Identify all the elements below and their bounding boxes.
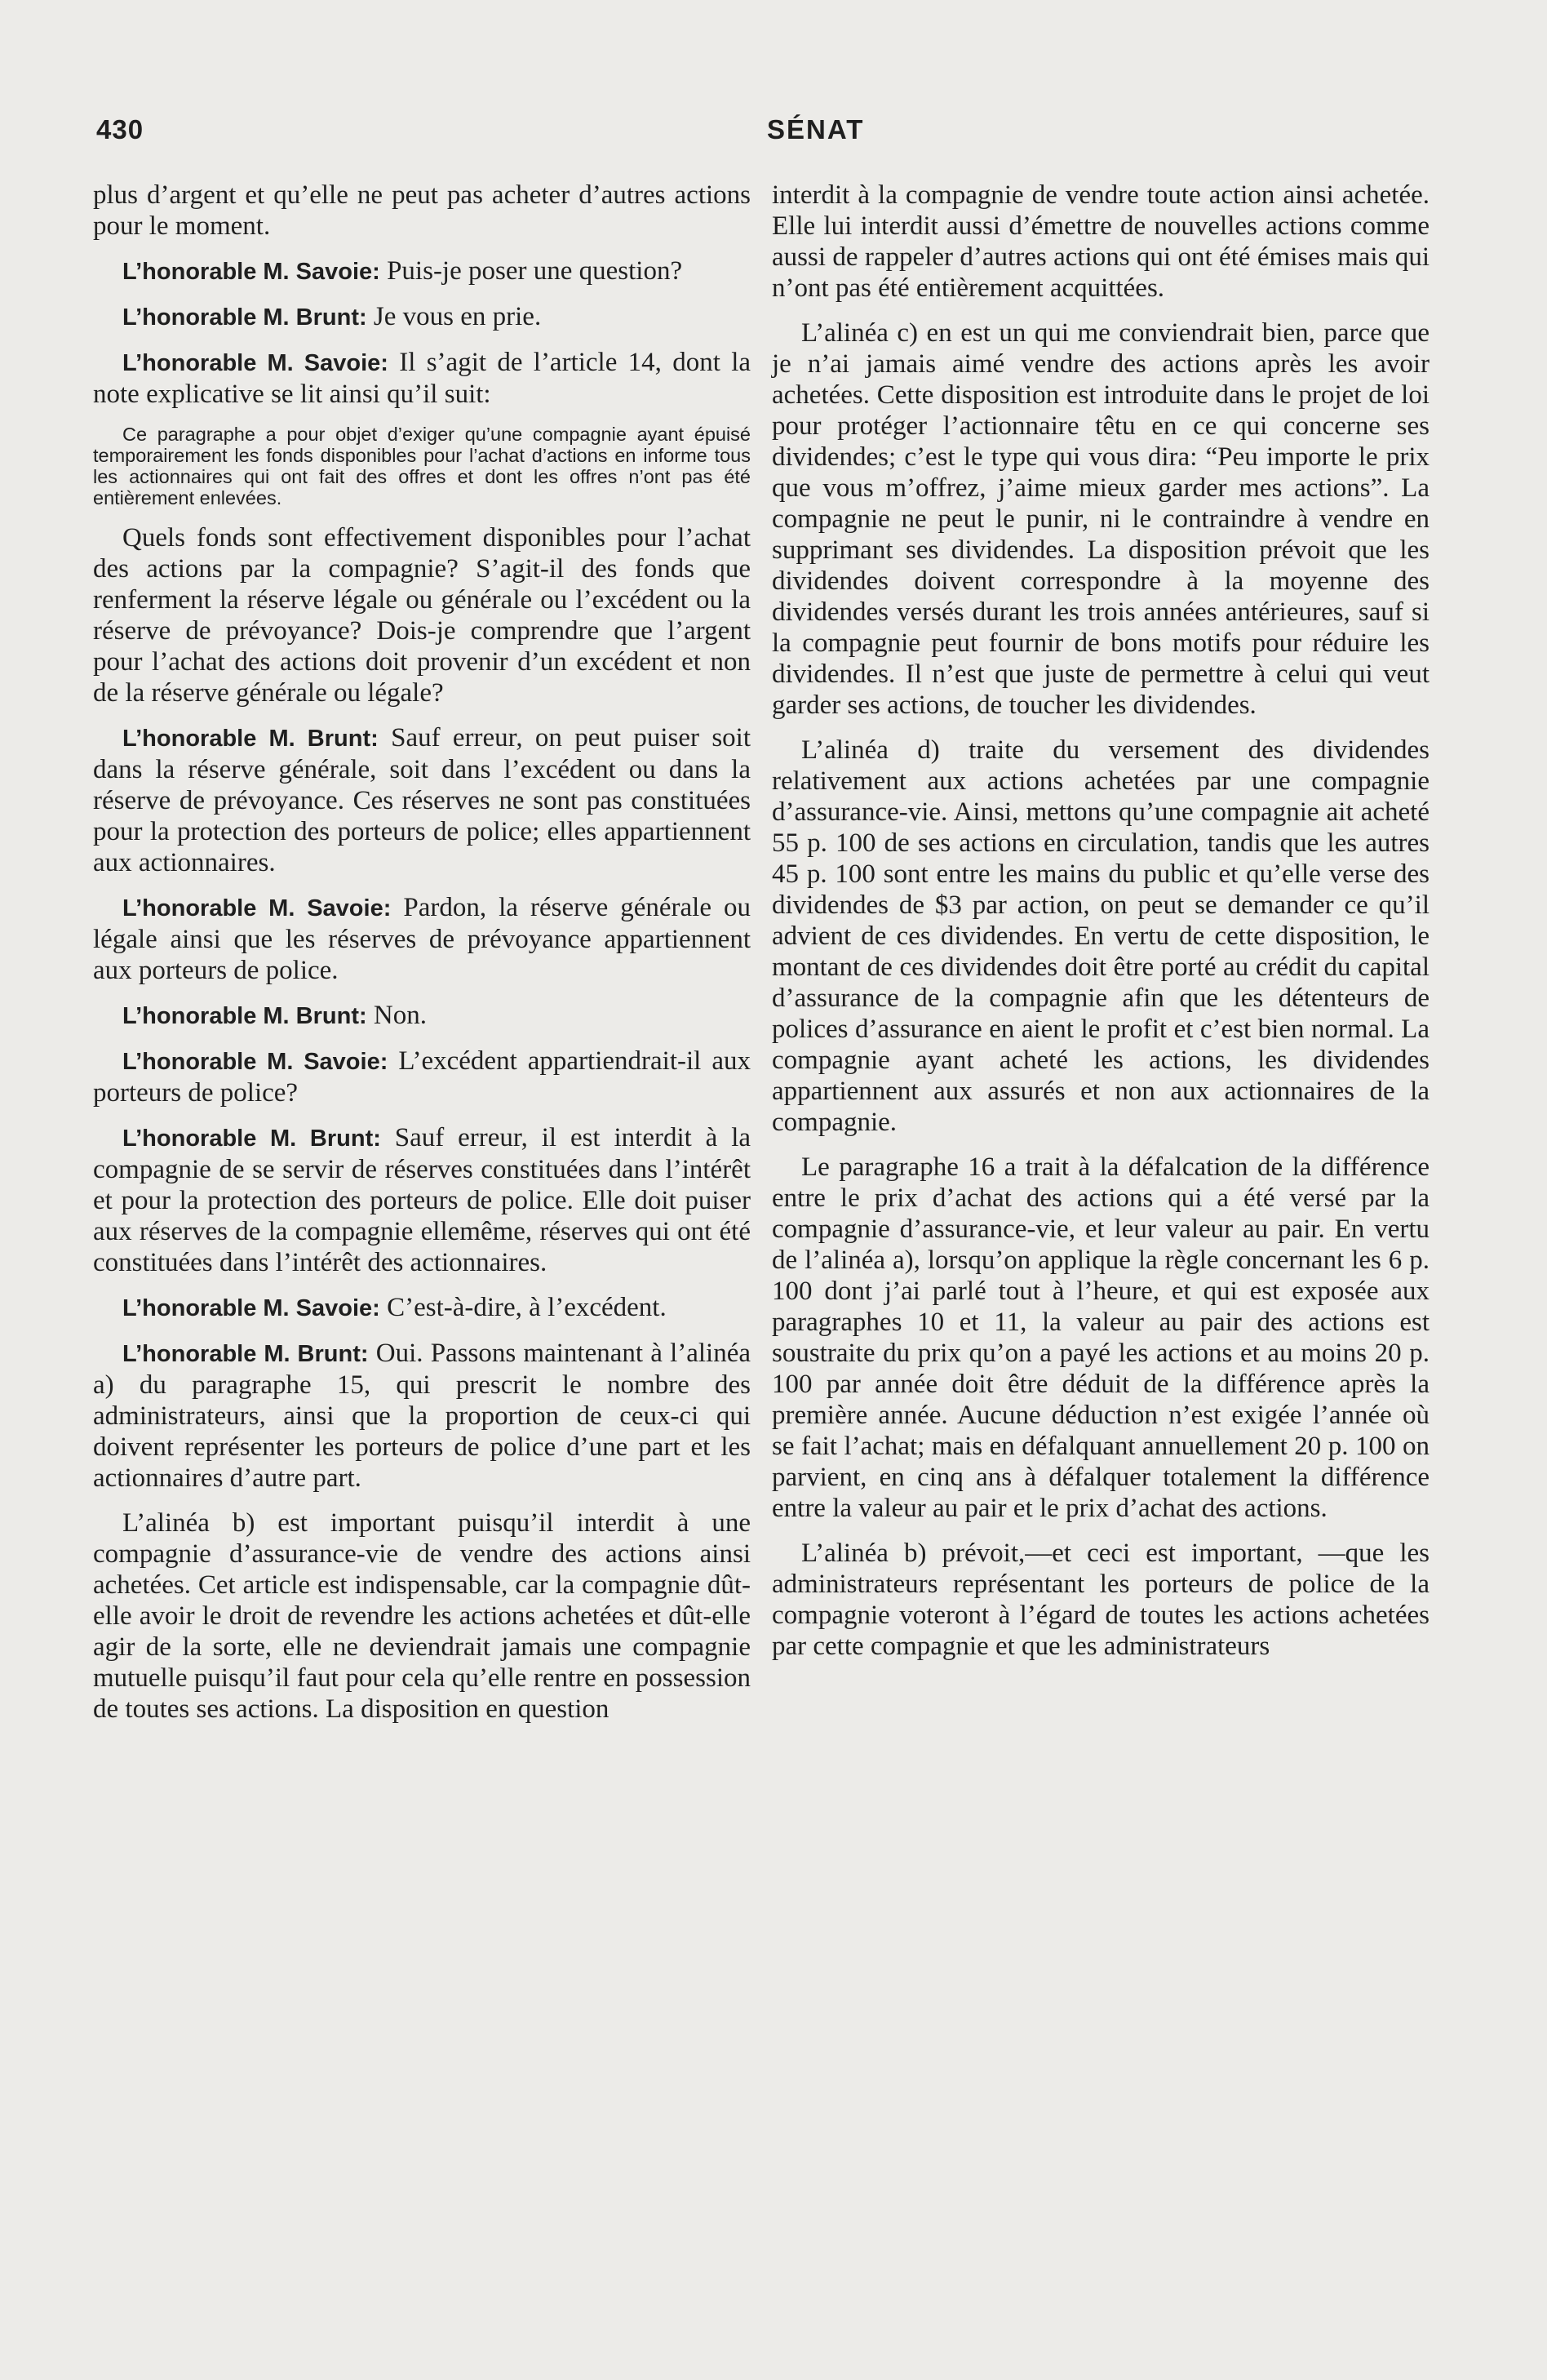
paragraph-text: Sauf erreur, on peut puiser soit dans la réserve générale, soit dans l’excédent ou dans la réserve de prévoyance. Ces réserves ne sont pas constituées pour la protection des porteurs de police; elles appartiennent aux actionnaires. <box>93 723 751 877</box>
speaker-name: L’honorable M. Savoie: <box>122 1049 388 1075</box>
speech-paragraph <box>93 1122 751 1278</box>
speech-paragraph <box>93 301 751 333</box>
paragraph <box>772 1538 1430 1662</box>
paragraph-text: Non. <box>373 1001 427 1030</box>
speaker-name: L’honorable M. Savoie: <box>122 1295 380 1321</box>
speech-paragraph <box>93 1292 751 1324</box>
page-header <box>0 114 1547 155</box>
speaker-name: L’honorable M. Savoie: <box>122 895 392 921</box>
paragraph <box>93 1507 751 1725</box>
paragraph-text: plus d’argent et qu’elle ne peut pas acheter d’autres actions pour le moment. <box>93 180 751 241</box>
paragraph-text: interdit à la compagnie de vendre toute action ainsi achetée. Elle lui interdit aussi d’émettre de nouvelles actions comme aussi de rappeler d’autres actions qui ont été émises mais qui n’ont pas été entièrement acquittées. <box>772 180 1430 303</box>
left-column <box>93 180 751 1738</box>
paragraph <box>772 317 1430 721</box>
speaker-name: L’honorable M. Brunt: <box>122 1126 381 1152</box>
paragraph-text: L’alinéa b) est important puisqu’il interdit à une compagnie d’assurance-vie de vendre des actions ainsi achetées. Cet article est indispensable, car la compagnie dût-elle avoir le droit de revendre les actions achetées et dût-elle agir de la sorte, elle ne deviendrait jamais une compagnie mutuelle puisqu’il faut pour cela qu’elle rentre en possession de toutes ses actions. La disposition en question <box>93 1508 751 1724</box>
paragraph-text: L’alinéa b) prévoit,—et ceci est important, —que les administrateurs représentant les porteurs de police de la compagnie voteront à l’égard de toutes les actions achetées par cette compagnie et que les administrateurs <box>772 1539 1430 1661</box>
speech-paragraph <box>93 892 751 986</box>
paragraph <box>93 180 751 242</box>
paragraph <box>772 180 1430 304</box>
paragraph <box>93 522 751 708</box>
speaker-name: L’honorable M. Brunt: <box>122 304 367 331</box>
paragraph-text: Sauf erreur, il est interdit à la compagnie de se servir de réserves constituées dans l’intérêt et pour la protection des porteurs de police. Elle doit puiser aux réserves de la compagnie ellemême, réserves qui ont été constituées dans l’intérêt des actionnaires. <box>93 1123 751 1277</box>
paragraph-text: Il s’agit de l’article 14, dont la note explicative se lit ainsi qu’il suit: <box>93 348 751 409</box>
speech-paragraph <box>93 255 751 287</box>
paragraph-text: L’alinéa d) traite du versement des dividendes relativement aux actions achetées par une compagnie d’assurance-vie. Ainsi, mettons qu’une compagnie ait acheté 55 p. 100 de ses actions en circulation, tandis que les autres 45 p. 100 sont entre les mains du public et qu’elle verse des dividendes de $3 par action, on peut se demander ce qu’il advient de ces dividendes. En vertu de cette disposition, le montant de ces dividendes doit être porté au crédit du capital d’assurance de la compagnie afin que les détenteurs de polices d’assurance en aient le profit et c’est bien normal. La compagnie ayant acheté les actions, les dividendes appartiennent aux assurés et non aux actionnaires de la compagnie. <box>772 735 1430 1137</box>
paragraph-text: Quels fonds sont effectivement disponibles pour l’achat des actions par la compagnie? S’agit-il des fonds que renferment la réserve légale ou générale ou l’excédent ou la réserve de prévoyance? Dois-je comprendre que l’argent pour l’achat des actions doit provenir d’un excédent et non de la réserve générale ou légale? <box>93 523 751 708</box>
right-column <box>772 180 1430 1676</box>
paragraph-text: Le paragraphe 16 a trait à la défalcation de la différence entre le prix d’achat des actions qui a été versé par la compagnie d’assurance-vie, et leur valeur au pair. En vertu de l’alinéa a), lorsqu’on applique la règle concernant les 6 p. 100 dont j’ai parlé tout à l’heure, et qui est exposée aux paragraphes 10 et 11, la valeur au pair des actions est soustraite du prix qu’on a payé les actions et au moins 20 p. 100 par année doit être déduit de la différence après la première année. Aucune déduction n’est exigée l’année où se fait l’achat; mais en défalquant annuellement 20 p. 100 on parvient, en cinq ans à défalquer totalement la différence entre la valeur au pair et le prix d’achat des actions. <box>772 1152 1430 1523</box>
speech-paragraph <box>93 1046 751 1108</box>
speaker-name: L’honorable M. Savoie: <box>122 350 388 376</box>
paragraph-text: Oui. Passons maintenant à l’alinéa a) du paragraphe 15, qui prescrit le nombre des administrateurs, ainsi que la proportion de ceux-ci qui doivent représenter les porteurs de police d’une part et les actionnaires d’autre part. <box>93 1339 751 1493</box>
paragraph-text: Puis-je poser une question? <box>387 256 683 286</box>
paragraph-text: Je vous en prie. <box>373 302 542 331</box>
running-head: SÉNAT <box>767 114 865 144</box>
speech-paragraph <box>93 722 751 878</box>
paragraph-text: L’excédent appartiendrait-il aux porteurs de police? <box>93 1046 751 1108</box>
speaker-name: L’honorable M. Brunt: <box>122 1341 369 1367</box>
speech-paragraph <box>93 1338 751 1494</box>
paragraph-text: L’alinéa c) en est un qui me conviendrait bien, parce que je n’ai jamais aimé vendre des actions après les avoir achetées. Cette disposition est introduite dans le projet de loi pour protéger l’actionnaire têtu en ce qui concerne ses dividendes; c’est le type qui vous dira: “Peu importe le prix que vous m’offrez, j’aime mieux garder mes actions”. La compagnie ne peut le punir, ni le contraindre à vendre en supprimant ses dividendes. La disposition prévoit que les dividendes doivent correspondre à la moyenne des dividendes versés durant les trois années antérieures, sauf si la compagnie peut fournir de bons motifs pour réduire les dividendes. Il n’est que juste de permettre à celui qui veut garder ses actions, de toucher les dividendes. <box>772 318 1430 720</box>
speaker-name: L’honorable M. Brunt: <box>122 1003 367 1029</box>
speech-paragraph <box>93 347 751 410</box>
speech-paragraph <box>93 1000 751 1032</box>
block-quote: Ce paragraphe a pour objet d’exiger qu’une compagnie ayant épuisé temporairement les fonds disponibles pour l’achat d’actions en informe tous les actionnaires qui ont fait des offres et dont les offres n’ont pas été entièrement enlevées. <box>93 424 751 508</box>
paragraph-text: C’est-à-dire, à l’excédent. <box>387 1293 667 1322</box>
paragraph-text: Pardon, la réserve générale ou légale ainsi que les réserves de prévoyance appartiennent aux porteurs de police. <box>93 893 751 985</box>
page-number: 430 <box>96 114 144 144</box>
paragraph <box>772 735 1430 1138</box>
paragraph <box>772 1152 1430 1524</box>
speaker-name: L’honorable M. Brunt: <box>122 726 379 752</box>
speaker-name: L’honorable M. Savoie: <box>122 259 380 285</box>
